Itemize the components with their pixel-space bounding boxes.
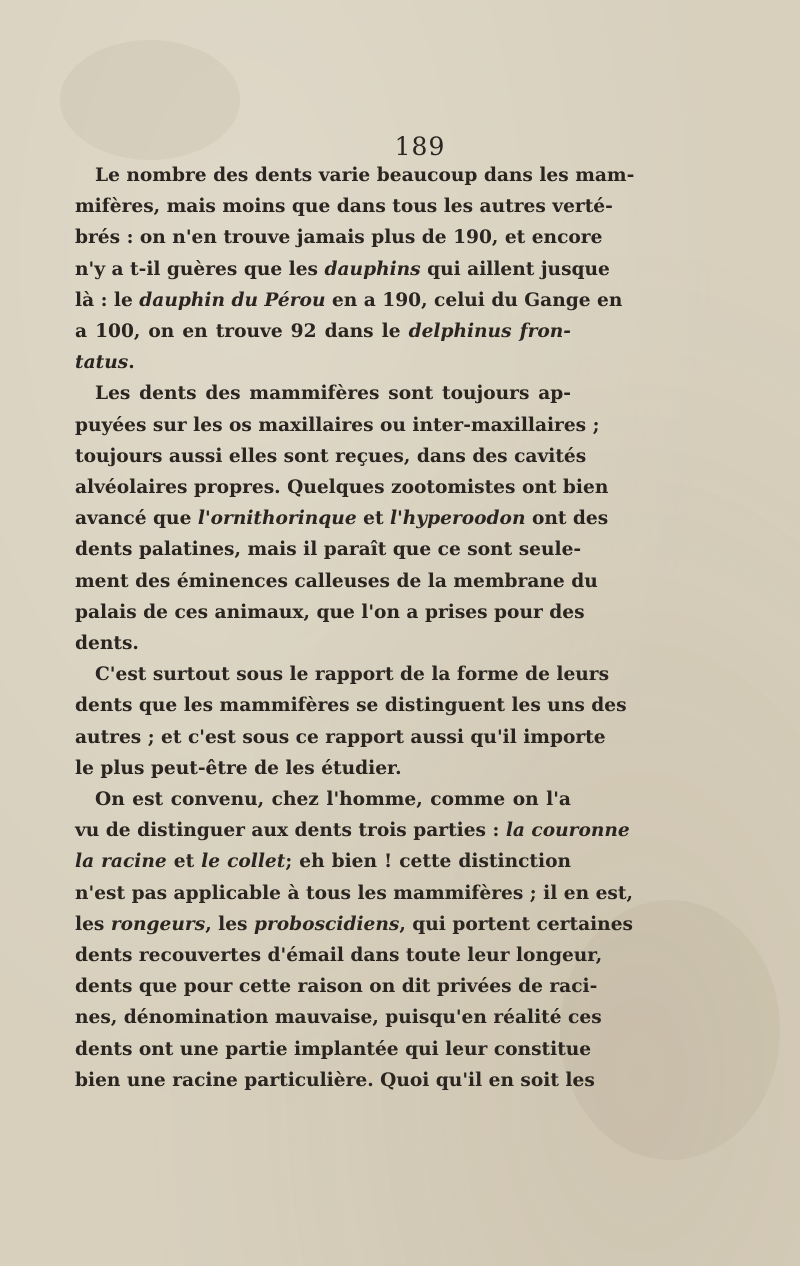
text-segment: ont des xyxy=(525,508,609,530)
text-segment: là : le xyxy=(75,289,140,311)
text-line xyxy=(75,534,582,565)
text-line xyxy=(75,222,603,253)
text-segment: C'est surtout sous le rapport de la forme de leurs xyxy=(95,664,610,686)
text-segment: bien une racine particulière. Quoi qu'il en soit les xyxy=(75,1069,595,1091)
text-segment: ; eh bien ! cette distinction xyxy=(285,851,571,873)
text-segment: le plus peut-être de les étudier. xyxy=(75,757,402,779)
body-text xyxy=(75,160,635,1096)
text-segment: dents palatines, mais il paraît que ce sont seule- xyxy=(75,539,582,561)
text-segment: nes, dénomination mauvaise, puisqu'en réalité ces xyxy=(75,1007,602,1029)
text-line xyxy=(75,316,571,347)
text-segment: et xyxy=(166,851,202,873)
text-segment: palais de ces animaux, que l'on a prises pour des xyxy=(75,601,585,623)
text-line xyxy=(75,566,598,597)
text-line xyxy=(75,940,603,971)
text-line xyxy=(75,690,627,721)
italic-term: la racine xyxy=(75,851,167,873)
text-line xyxy=(75,410,600,441)
italic-term: proboscidiens xyxy=(253,913,400,935)
text-line xyxy=(75,160,635,191)
italic-term: dauphins xyxy=(324,258,421,280)
text-line xyxy=(75,971,598,1002)
text-segment: en a 190, celui du Gange en xyxy=(325,289,623,311)
text-segment: alvéolaires propres. Quelques zootomistes ont bien xyxy=(75,477,609,499)
text-segment: Le nombre des dents varie beaucoup dans les mam- xyxy=(95,165,635,186)
text-segment: dents. xyxy=(75,633,139,655)
italic-term: l'hyperoodon xyxy=(390,508,526,530)
text-line xyxy=(75,191,613,222)
text-segment: dents recouvertes d'émail dans toute leur longeur, xyxy=(75,945,603,967)
text-line xyxy=(75,503,609,534)
text-segment: dents que les mammifères se distinguent les uns des xyxy=(75,695,627,717)
text-line xyxy=(75,1002,602,1033)
text-line xyxy=(75,815,630,846)
text-line xyxy=(75,254,610,285)
text-segment: autres ; et c'est sous ce rapport aussi qu'il importe xyxy=(75,726,606,748)
text-segment: ment des éminences calleuses de la membrane du xyxy=(75,570,598,592)
text-line xyxy=(75,472,609,503)
text-line xyxy=(75,909,633,940)
text-line xyxy=(75,441,587,472)
text-line xyxy=(75,285,623,316)
text-segment: vu de distinguer aux dents trois parties : xyxy=(75,820,506,842)
text-line xyxy=(75,1034,592,1065)
italic-term: tatus xyxy=(75,352,129,374)
text-segment: a 100, on en trouve 92 dans le xyxy=(75,321,409,343)
text-line xyxy=(75,597,585,628)
text-segment: n'y a t-il guères que les xyxy=(75,258,325,280)
text-segment: On est convenu, chez l'homme, comme on l'a xyxy=(95,789,571,811)
text-segment: , qui portent certaines xyxy=(399,913,633,935)
paragraph xyxy=(75,659,627,784)
paper-stain xyxy=(560,900,780,1160)
text-segment: n'est pas applicable à tous les mammifères ; il en est, xyxy=(75,882,633,904)
text-line xyxy=(75,659,610,690)
paragraph xyxy=(75,160,635,378)
text-line xyxy=(75,878,633,909)
text-segment: dents ont une partie implantée qui leur constitue xyxy=(75,1038,592,1060)
text-line xyxy=(75,628,571,659)
paragraph xyxy=(75,784,633,1096)
italic-term: la couronne xyxy=(505,820,630,842)
text-line xyxy=(75,722,606,753)
text-segment: toujours aussi elles sont reçues, dans des cavités xyxy=(75,445,587,467)
text-segment: puyées sur les os maxillaires ou inter-maxillaires ; xyxy=(75,414,600,436)
text-line xyxy=(75,753,571,784)
text-line xyxy=(75,784,571,815)
italic-term: le collet xyxy=(201,851,286,873)
page-number: 189 xyxy=(394,132,446,161)
text-line xyxy=(75,846,571,877)
text-segment: . xyxy=(128,352,135,374)
text-segment: dents que pour cette raison on dit privées de raci- xyxy=(75,976,598,998)
italic-term: dauphin du Pérou xyxy=(139,289,326,311)
italic-term: rongeurs xyxy=(110,913,206,935)
text-segment: mifères, mais moins que dans tous les autres verté- xyxy=(75,196,613,218)
text-line xyxy=(75,347,571,378)
text-segment: avancé que xyxy=(75,508,198,530)
paragraph xyxy=(75,378,609,659)
text-segment: Les dents des mammifères sont toujours ap- xyxy=(95,383,571,405)
italic-term: delphinus fron- xyxy=(408,321,572,343)
text-line xyxy=(75,1065,595,1096)
italic-term: l'ornithorinque xyxy=(197,508,357,530)
text-segment: qui aillent jusque xyxy=(420,258,610,280)
text-segment: brés : on n'en trouve jamais plus de 190, et encore xyxy=(75,227,603,249)
text-line xyxy=(75,378,571,409)
text-segment: les xyxy=(75,913,111,935)
text-segment: , les xyxy=(205,913,254,935)
text-segment: et xyxy=(356,508,391,530)
